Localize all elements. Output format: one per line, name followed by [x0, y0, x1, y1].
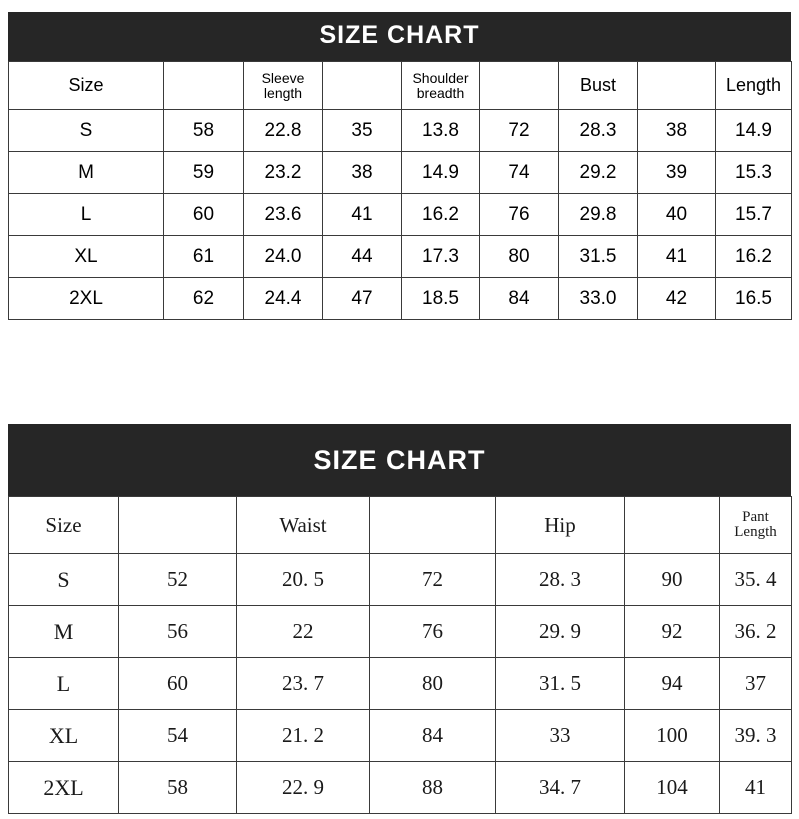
cell-value: 35. 4 — [720, 554, 792, 606]
size-label: M — [9, 152, 164, 194]
cell-value: 76 — [480, 194, 559, 236]
column-header-blank-1 — [164, 62, 244, 110]
column-header-blank-2 — [370, 497, 496, 554]
cell-value: 35 — [323, 110, 402, 152]
column-header-blank-3 — [480, 62, 559, 110]
column-header-blank-3 — [625, 497, 720, 554]
table-row — [9, 762, 792, 814]
cell-value: 16.2 — [402, 194, 480, 236]
cell-value: 22.8 — [244, 110, 323, 152]
cell-value: 56 — [119, 606, 237, 658]
cell-value: 37 — [720, 658, 792, 710]
top-chart-title: SIZE CHART — [8, 12, 791, 61]
cell-value: 24.0 — [244, 236, 323, 278]
cell-value: 52 — [119, 554, 237, 606]
cell-value: 29. 9 — [496, 606, 625, 658]
table-row — [9, 152, 792, 194]
cell-value: 20. 5 — [237, 554, 370, 606]
cell-value: 60 — [164, 194, 244, 236]
cell-value: 104 — [625, 762, 720, 814]
cell-value: 41 — [638, 236, 716, 278]
cell-value: 14.9 — [402, 152, 480, 194]
sleeve-header-line-1: Sleeve — [261, 69, 305, 86]
cell-value: 94 — [625, 658, 720, 710]
size-label: 2XL — [9, 278, 164, 320]
table-row — [9, 606, 792, 658]
cell-value: 34. 7 — [496, 762, 625, 814]
column-header-size: Size — [9, 497, 119, 554]
cell-value: 54 — [119, 710, 237, 762]
size-label: L — [9, 658, 119, 710]
cell-value: 72 — [370, 554, 496, 606]
bottom-chart-title: SIZE CHART — [8, 424, 791, 496]
cell-value: 72 — [480, 110, 559, 152]
cell-value: 80 — [370, 658, 496, 710]
pant-header-line-1: Pant — [742, 509, 769, 525]
cell-value: 15.7 — [716, 194, 792, 236]
column-header-pant-length — [720, 497, 792, 554]
bottom-size-chart — [8, 424, 791, 814]
size-label: 2XL — [9, 762, 119, 814]
cell-value: 84 — [370, 710, 496, 762]
size-label: M — [9, 606, 119, 658]
table-row — [9, 710, 792, 762]
cell-value: 29.2 — [559, 152, 638, 194]
column-header-blank-4 — [638, 62, 716, 110]
cell-value: 80 — [480, 236, 559, 278]
column-header-hip: Hip — [496, 497, 625, 554]
table-row — [9, 554, 792, 606]
cell-value: 92 — [625, 606, 720, 658]
column-header-shoulder-breadth — [402, 62, 480, 110]
column-header-length: Length — [716, 62, 792, 110]
cell-value: 16.5 — [716, 278, 792, 320]
table-row — [9, 658, 792, 710]
cell-value: 58 — [164, 110, 244, 152]
cell-value: 28.3 — [559, 110, 638, 152]
top-size-table — [8, 61, 792, 320]
size-label: S — [9, 554, 119, 606]
cell-value: 23. 7 — [237, 658, 370, 710]
cell-value: 59 — [164, 152, 244, 194]
cell-value: 41 — [323, 194, 402, 236]
cell-value: 13.8 — [402, 110, 480, 152]
column-header-sleeve-length — [244, 62, 323, 110]
size-label: L — [9, 194, 164, 236]
cell-value: 90 — [625, 554, 720, 606]
cell-value: 62 — [164, 278, 244, 320]
cell-value: 44 — [323, 236, 402, 278]
cell-value: 33.0 — [559, 278, 638, 320]
cell-value: 28. 3 — [496, 554, 625, 606]
cell-value: 38 — [323, 152, 402, 194]
sleeve-header-line-2: length — [263, 84, 303, 101]
cell-value: 100 — [625, 710, 720, 762]
bottom-size-table — [8, 496, 792, 814]
top-size-chart — [8, 12, 791, 320]
column-header-waist: Waist — [237, 497, 370, 554]
cell-value: 39 — [638, 152, 716, 194]
table-row — [9, 194, 792, 236]
cell-value: 40 — [638, 194, 716, 236]
table-row — [9, 236, 792, 278]
cell-value: 22 — [237, 606, 370, 658]
cell-value: 23.6 — [244, 194, 323, 236]
cell-value: 29.8 — [559, 194, 638, 236]
cell-value: 42 — [638, 278, 716, 320]
cell-value: 84 — [480, 278, 559, 320]
size-label: XL — [9, 236, 164, 278]
cell-value: 61 — [164, 236, 244, 278]
cell-value: 76 — [370, 606, 496, 658]
cell-value: 14.9 — [716, 110, 792, 152]
table-row — [9, 110, 792, 152]
cell-value: 21. 2 — [237, 710, 370, 762]
column-header-size: Size — [9, 62, 164, 110]
cell-value: 88 — [370, 762, 496, 814]
cell-value: 41 — [720, 762, 792, 814]
table-header-row — [9, 62, 792, 110]
cell-value: 18.5 — [402, 278, 480, 320]
table-row — [9, 278, 792, 320]
cell-value: 17.3 — [402, 236, 480, 278]
table-header-row — [9, 497, 792, 554]
cell-value: 47 — [323, 278, 402, 320]
cell-value: 58 — [119, 762, 237, 814]
cell-value: 74 — [480, 152, 559, 194]
cell-value: 60 — [119, 658, 237, 710]
cell-value: 38 — [638, 110, 716, 152]
pant-header-line-2: Length — [734, 524, 777, 540]
cell-value: 39. 3 — [720, 710, 792, 762]
shoulder-header-line-1: Shoulder — [412, 69, 469, 86]
cell-value: 24.4 — [244, 278, 323, 320]
column-header-blank-2 — [323, 62, 402, 110]
size-label: S — [9, 110, 164, 152]
cell-value: 31.5 — [559, 236, 638, 278]
cell-value: 16.2 — [716, 236, 792, 278]
cell-value: 15.3 — [716, 152, 792, 194]
column-header-blank-1 — [119, 497, 237, 554]
cell-value: 36. 2 — [720, 606, 792, 658]
cell-value: 33 — [496, 710, 625, 762]
cell-value: 23.2 — [244, 152, 323, 194]
size-label: XL — [9, 710, 119, 762]
cell-value: 22. 9 — [237, 762, 370, 814]
shoulder-header-line-2: breadth — [416, 84, 465, 101]
column-header-bust: Bust — [559, 62, 638, 110]
cell-value: 31. 5 — [496, 658, 625, 710]
